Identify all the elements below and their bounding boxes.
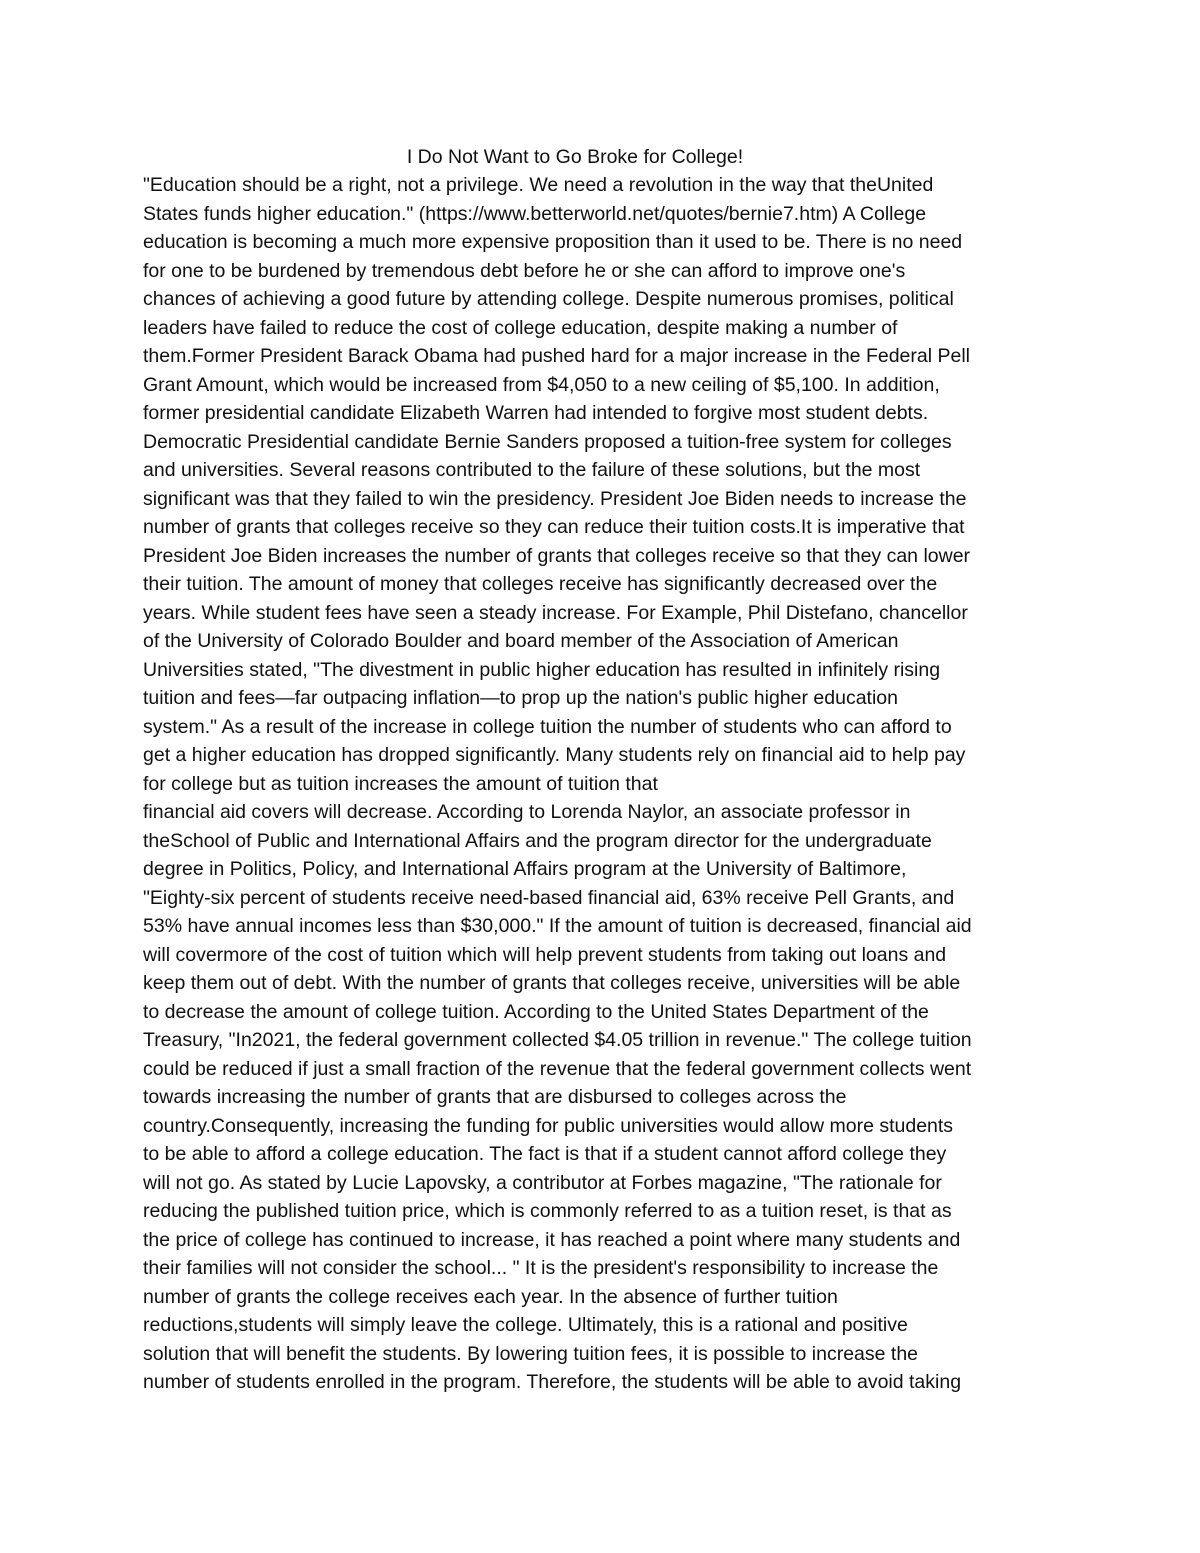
body-text-line: will covermore of the cost of tuition which will help prevent students from taking out loans and — [143, 943, 947, 966]
body-text-line: "Eighty-six percent of students receive need-based financial aid, 63% receive Pell Grants, and — [143, 886, 955, 909]
body-text-line: reductions,students will simply leave the college. Ultimately, this is a rational and positive — [143, 1314, 908, 1336]
body-text-line: towards increasing the number of grants that are disbursed to colleges across the — [143, 1086, 847, 1108]
body-text-line: financial aid covers will decrease. According to Lorenda Naylor, an associate professor in — [143, 801, 911, 823]
body-text-line: Treasury, "In2021, the federal government collected $4.05 trillion in revenue." The college tuition — [143, 1029, 972, 1051]
body-text-line: them.Former President Barack Obama had pushed hard for a major increase in the Federal Pell — [143, 345, 970, 367]
body-text-line: get a higher education has dropped significantly. Many students rely on financial aid to help pay — [143, 744, 966, 766]
body-text-line: Grant Amount, which would be increased from $4,050 to a new ceiling of $5,100. In addition, — [143, 373, 940, 396]
body-text-line: to be able to afford a college education. The fact is that if a student cannot afford college they — [143, 1143, 947, 1165]
body-text-line: tuition and fees—far outpacing inflation—to prop up the nation's public higher education — [143, 687, 898, 709]
body-text-line: their tuition. The amount of money that colleges receive has significantly decreased over the — [143, 573, 938, 595]
body-text-line: the price of college has continued to increase, it has reached a point where many students and — [143, 1228, 961, 1251]
body-text-line: their families will not consider the school... " It is the president's responsibility to increase the — [143, 1257, 939, 1279]
body-text-line: number of students enrolled in the program. Therefore, the students will be able to avoid taking — [143, 1371, 962, 1393]
body-text-line: years. While student fees have seen a steady increase. For Example, Phil Distefano, chancellor — [143, 601, 968, 624]
body-text-line: Democratic Presidential candidate Bernie Sanders proposed a tuition-free system for colleges — [143, 430, 952, 453]
body-text-line: for one to be burdened by tremendous debt before he or she can afford to improve one's — [143, 259, 906, 282]
body-text-line: for college but as tuition increases the amount of tuition that — [143, 772, 658, 795]
body-text-line: "Education should be a right, not a privilege. We need a revolution in the way that theUnited — [143, 174, 934, 196]
body-text-line: to decrease the amount of college tuition. According to the United States Department of the — [143, 1000, 929, 1023]
document-title: I Do Not Want to Go Broke for College! — [406, 146, 744, 168]
body-text-line: theSchool of Public and International Affairs and the program director for the undergraduate — [143, 829, 932, 852]
body-text-line: of the University of Colorado Boulder and board member of the Association of American — [143, 630, 899, 652]
body-text-line: will not go. As stated by Lucie Lapovsky, a contributor at Forbes magazine, "The rationale for — [143, 1171, 942, 1194]
body-text-line: education is becoming a much more expensive proposition than it used to be. There is no need — [143, 231, 963, 253]
body-text-line: country.Consequently, increasing the funding for public universities would allow more students — [143, 1114, 954, 1137]
body-text-line: solution that will benefit the students. By lowering tuition fees, it is possible to increase the — [143, 1342, 919, 1365]
body-text-line: degree in Politics, Policy, and International Affairs program at the University of Baltimore, — [143, 858, 907, 880]
body-text-line: States funds higher education." (https://www.betterworld.net/quotes/bernie7.htm) A College — [143, 202, 927, 225]
body-text-line: former presidential candidate Elizabeth Warren had intended to forgive most student debts. — [143, 402, 929, 424]
body-text-line: system." As a result of the increase in college tuition the number of students who can afford to — [143, 715, 952, 738]
body-text-line: significant was that they failed to win the presidency. President Joe Biden needs to increase the — [143, 487, 967, 510]
body-text-line: number of grants that colleges receive so they can reduce their tuition costs.It is imperative that — [143, 516, 965, 538]
body-text-line: could be reduced if just a small fraction of the revenue that the federal government collects went — [143, 1057, 972, 1080]
body-text-line: number of grants the college receives each year. In the absence of further tuition — [143, 1285, 838, 1308]
body-text-line: keep them out of debt. With the number of grants that colleges receive, universities will be able — [143, 972, 961, 994]
body-text-line: President Joe Biden increases the number of grants that colleges receive so that they can lower — [143, 544, 971, 567]
body-text-line: reducing the published tuition price, which is commonly referred to as a tuition reset, is that as — [143, 1200, 952, 1222]
body-text-line: Universities stated, "The divestment in public higher education has resulted in infinitely rising — [143, 658, 941, 681]
body-text-line: 53% have annual incomes less than $30,000." If the amount of tuition is decreased, financial aid — [143, 915, 972, 937]
body-text-line: chances of achieving a good future by attending college. Despite numerous promises, political — [143, 288, 954, 310]
document-body — [143, 171, 1143, 1397]
body-text-line: and universities. Several reasons contributed to the failure of these solutions, but the most — [143, 459, 921, 481]
body-text-line: leaders have failed to reduce the cost of college education, despite making a number of — [143, 316, 898, 339]
